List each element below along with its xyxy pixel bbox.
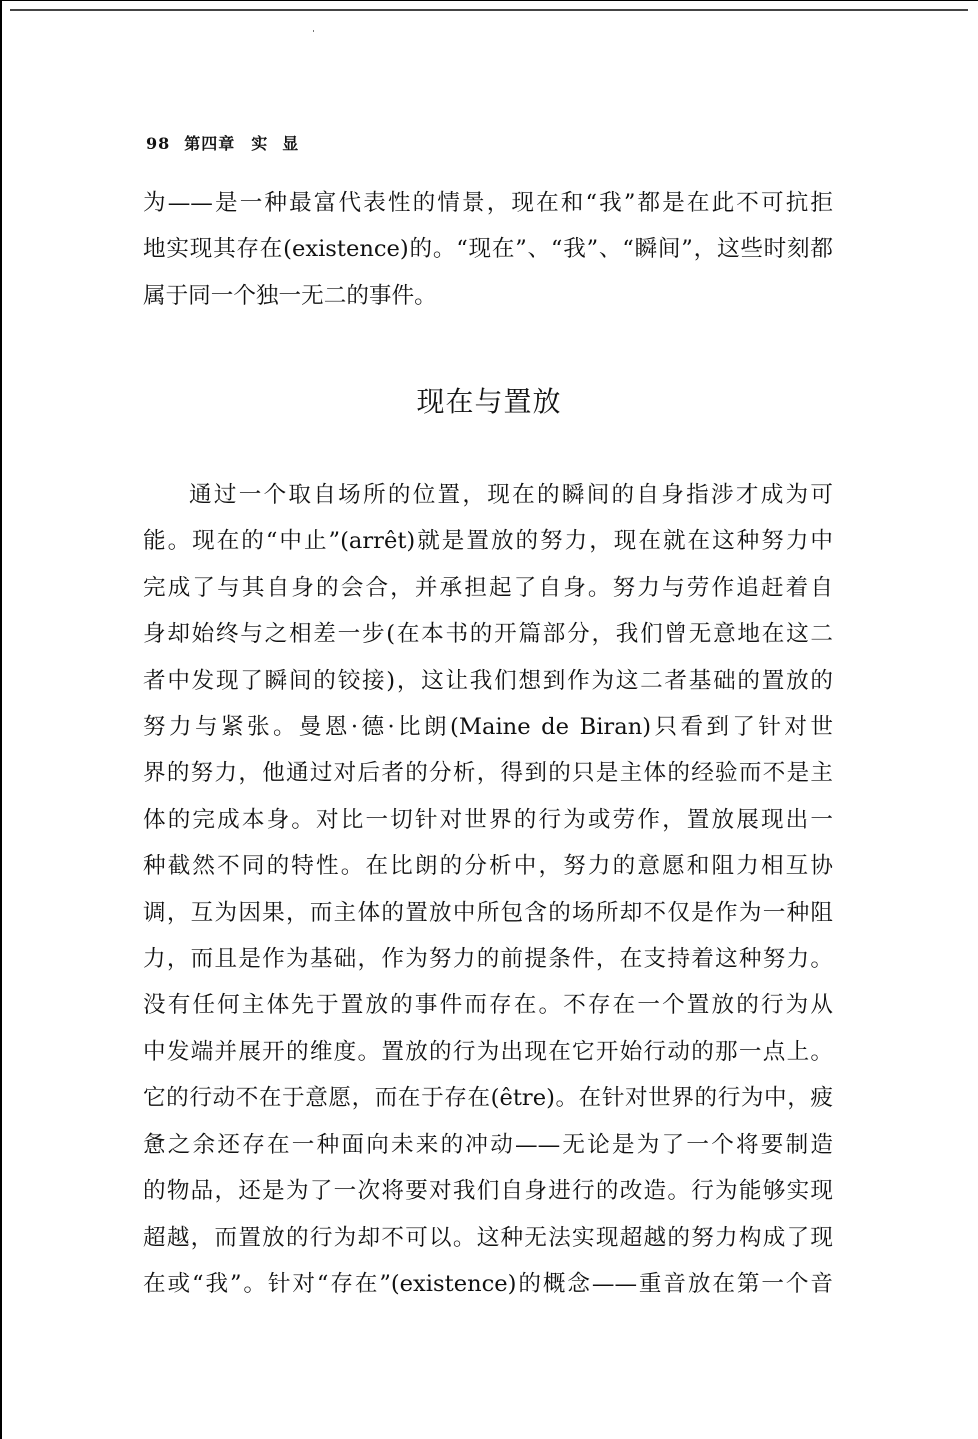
- text-line: 身却始终与之相差一步(在本书的开篇部分，我们曾无意地在这二: [143, 621, 833, 648]
- scan-speck: [313, 30, 314, 32]
- body-paragraph: [143, 472, 833, 1307]
- text-line: 惫之余还存在一种面向未来的冲动——无论是为了一个将要制造: [143, 1131, 833, 1158]
- text-line: 者中发现了瞬间的铰接)，这让我们想到作为这二者基础的置放的: [143, 667, 833, 694]
- chapter-label: 第四章: [184, 134, 236, 153]
- scan-top-edge: [0, 0, 978, 1]
- section-heading: 现在与置放: [416, 385, 562, 418]
- text-line: 体的完成本身。对比一切针对世界的行为或劳作，置放展现出一: [143, 806, 833, 833]
- text-line: 界的努力，他通过对后者的分析，得到的只是主体的经验而不是主: [143, 760, 833, 787]
- text-line: 没有任何主体先于置放的事件而存在。不存在一个置放的行为从: [143, 992, 833, 1019]
- text-line: 通过一个取自场所的位置，现在的瞬间的自身指涉才成为可: [189, 482, 833, 508]
- text-line: 它的行动不在于意愿，而在于存在(être)。在针对世界的行为中，疲: [143, 1085, 833, 1112]
- scan-top-rule: [10, 9, 968, 11]
- text-line: 完成了与其自身的会合，并承担起了自身。努力与劳作追赶着自: [143, 574, 833, 601]
- page-number: 98: [146, 134, 171, 153]
- text-line: 属于同一个独一无二的事件。: [143, 282, 437, 309]
- text-line: 的物品，还是为了一次将要对我们自身进行的改造。行为能够实现: [143, 1178, 833, 1205]
- text-line: 力，而且是作为基础，作为努力的前提条件，在支持着这种努力。: [143, 946, 833, 973]
- running-header: [146, 131, 299, 154]
- chapter-title-char-2: 显: [282, 134, 300, 153]
- text-line: 超越，而置放的行为却不可以。这种无法实现超越的努力构成了现: [143, 1224, 833, 1251]
- text-line: 地实现其存在(existence)的。“现在”、“我”、“瞬间”，这些时刻都: [143, 236, 833, 263]
- text-line: 调，互为因果，而主体的置放中所包含的场所却不仅是作为一种阻: [143, 899, 833, 926]
- text-line: 为——是一种最富代表性的情景，现在和“我”都是在此不可抗拒: [143, 190, 833, 216]
- intro-paragraph: [143, 180, 833, 319]
- chapter-title-char-1: 实: [251, 134, 269, 153]
- text-line: 中发端并展开的维度。置放的行为出现在它开始行动的那一点上。: [143, 1038, 833, 1065]
- scan-left-edge: [0, 0, 2, 1439]
- text-line: 种截然不同的特性。在比朗的分析中，努力的意愿和阻力相互协: [143, 853, 833, 880]
- text-line: 能。现在的“中止”(arrêt)就是置放的努力，现在就在这种努力中: [143, 528, 833, 555]
- text-line: 在或“我”。针对“存在”(existence)的概念——重音放在第一个音: [143, 1270, 833, 1297]
- text-line: 努力与紧张。曼恩·德·比朗(Maine de Biran)只看到了针对世: [143, 714, 833, 741]
